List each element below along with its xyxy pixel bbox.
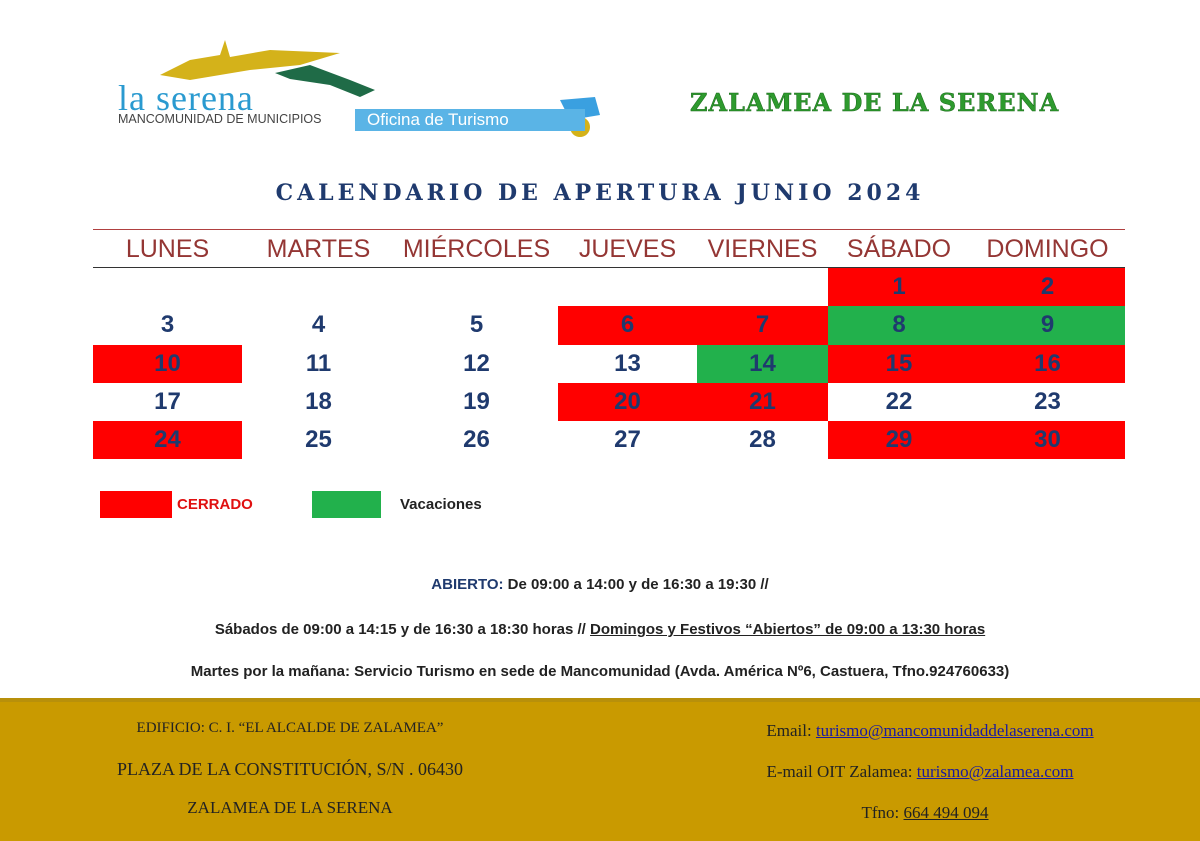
sabados-text: Sábados de 09:00 a 14:15 y de 16:30 a 18:30 horas // [214, 621, 591, 638]
legend-cerrado-swatch [100, 491, 172, 518]
hours-martes: Martes por la mañana: Servicio Turismo en sede de Mancomunidad (Avda. América Nº6, Castuera, Tfno.924760633) [190, 663, 1010, 680]
day-cell: 16 [970, 345, 1125, 383]
hours-weekdays [0, 576, 1200, 593]
day-header: JUEVES [578, 235, 677, 263]
day-cell: 21 [697, 383, 828, 421]
day-header: LUNES [125, 235, 210, 263]
day-cell: 25 [305, 426, 332, 454]
week-row [93, 421, 1125, 459]
email-label: Email: [766, 721, 816, 740]
footer-email [640, 721, 1200, 741]
day-cell: 5 [469, 311, 484, 339]
day-header: SÁBADO [846, 235, 952, 263]
footer-city: ZALAMEA DE LA SERENA [187, 798, 393, 817]
legend-vacaciones-label: Vacaciones [400, 496, 482, 513]
day-cell: 18 [305, 387, 332, 415]
day-cell: 28 [749, 426, 776, 454]
page-title: CALENDARIO DE APERTURA JUNIO 2024 [275, 180, 925, 206]
footer [0, 698, 1200, 841]
email2-label: E-mail OIT Zalamea: [766, 762, 917, 781]
day-cell: 20 [558, 383, 697, 421]
email2-link[interactable]: turismo@zalamea.com [916, 762, 1074, 781]
day-cell: 11 [305, 349, 332, 377]
day-cell [93, 268, 242, 306]
phone-label: Tfno: [861, 803, 904, 822]
day-cell: 4 [311, 311, 326, 339]
day-cell: 2 [970, 268, 1125, 306]
week-row [93, 306, 1125, 344]
day-cell: 13 [614, 349, 641, 377]
day-cell: 29 [828, 421, 970, 459]
logo-office-bar: Oficina de Turismo [355, 109, 585, 131]
calendar-header [93, 229, 1125, 268]
day-cell [558, 268, 697, 306]
day-header: MIÉRCOLES [402, 235, 551, 263]
day-cell: 6 [558, 306, 697, 344]
legend-cerrado-label: CERRADO [177, 496, 253, 513]
town-name: ZALAMEA DE LA SERENA [690, 88, 1060, 117]
email-link[interactable]: turismo@mancomunidaddelaserena.com [815, 721, 1094, 740]
footer-email2 [630, 762, 1200, 782]
day-cell: 3 [160, 311, 175, 339]
legend-vacaciones-swatch [312, 491, 381, 518]
day-cell: 14 [697, 345, 828, 383]
day-cell: 19 [463, 387, 490, 415]
day-header: DOMINGO [986, 235, 1109, 263]
day-cell: 22 [885, 387, 913, 415]
day-cell: 27 [614, 426, 641, 454]
day-cell: 15 [828, 345, 970, 383]
calendar-table [93, 229, 1125, 459]
logo-subtitle: MANCOMUNIDAD DE MUNICIPIOS [118, 112, 322, 126]
day-cell [242, 268, 395, 306]
logo-text: la serena [118, 78, 254, 118]
domingos-text: Domingos y Festivos “Abiertos” de 09:00 a 13:30 horas [590, 621, 986, 638]
day-cell: 12 [463, 349, 490, 377]
abierto-label: ABIERTO: [431, 576, 504, 593]
week-row [93, 383, 1125, 421]
week-row [93, 345, 1125, 383]
footer-building: EDIFICIO: C. I. “EL ALCALDE DE ZALAMEA” [136, 720, 444, 736]
phone-number: 664 494 094 [903, 803, 989, 822]
footer-address: PLAZA DE LA CONSTITUCIÓN, S/N . 06430 [116, 759, 463, 779]
day-cell: 17 [154, 387, 181, 415]
day-cell: 24 [93, 421, 242, 459]
week-row [93, 268, 1125, 306]
abierto-text: De 09:00 a 14:00 y de 16:30 a 19:30 // [503, 576, 769, 593]
la-serena-logo [110, 35, 655, 155]
day-cell: 1 [828, 268, 970, 306]
day-cell: 9 [970, 306, 1125, 344]
day-cell: 30 [970, 421, 1125, 459]
day-header: VIERNES [707, 235, 818, 263]
hours-weekend [0, 621, 1200, 638]
day-header: MARTES [266, 235, 371, 263]
footer-phone [635, 803, 1200, 823]
day-cell: 10 [93, 345, 242, 383]
day-cell: 26 [463, 426, 490, 454]
day-cell: 23 [1034, 387, 1061, 415]
day-cell [395, 268, 558, 306]
day-cell: 7 [697, 306, 828, 344]
day-cell [697, 268, 828, 306]
day-cell: 8 [828, 306, 970, 344]
